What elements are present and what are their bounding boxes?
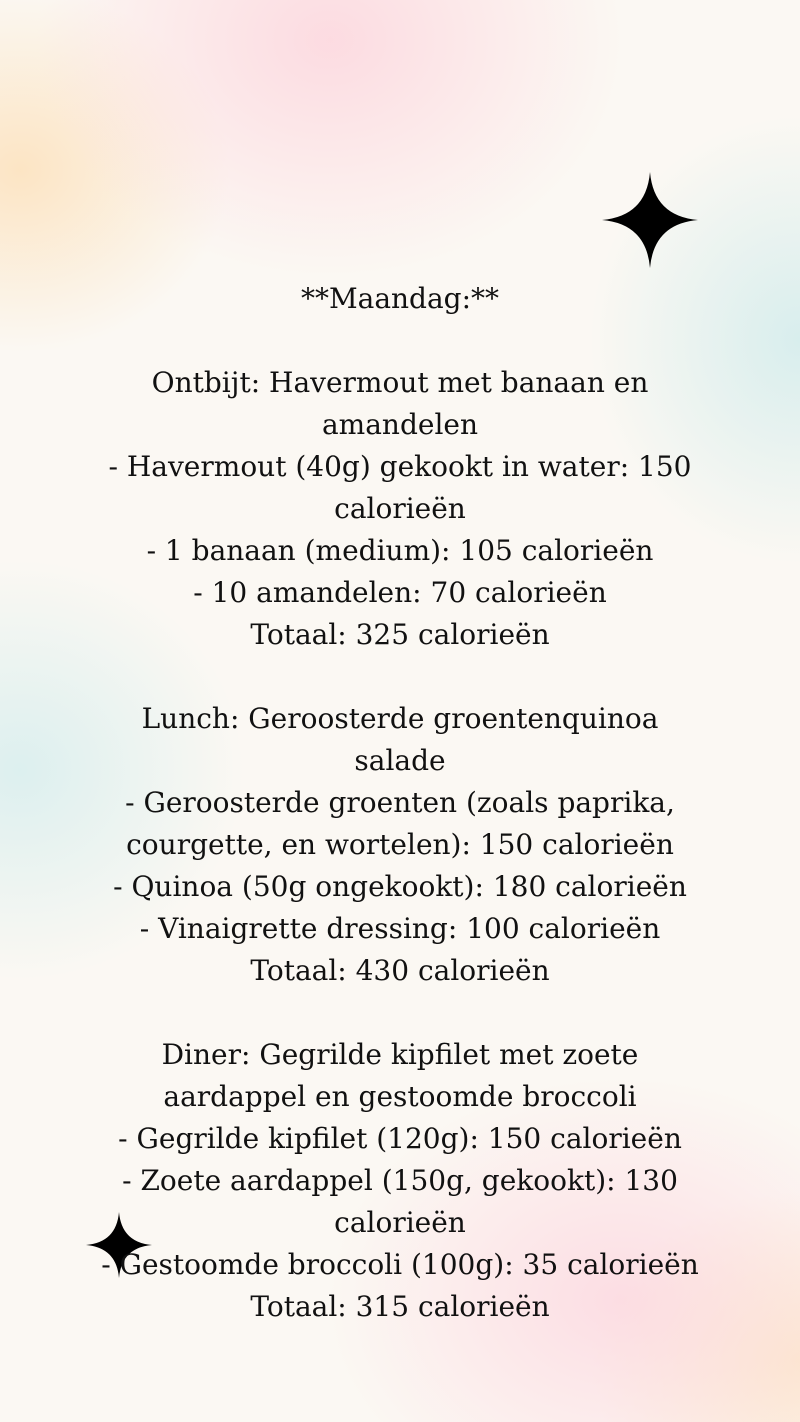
meal-plan-text — [80, 278, 720, 1328]
dinner-heading-cont: aardappel en gestoomde broccoli — [163, 1080, 637, 1113]
breakfast-item: - Havermout (40g) gekookt in water: 150 — [108, 450, 692, 483]
spacer — [80, 320, 720, 362]
dinner-item-cont: calorieën — [334, 1206, 466, 1239]
breakfast-item: - 1 banaan (medium): 105 calorieën — [146, 534, 654, 567]
lunch-item-cont: courgette, en wortelen): 150 calorieën — [126, 828, 674, 861]
lunch-item: - Vinaigrette dressing: 100 calorieën — [139, 912, 661, 945]
dinner-section — [80, 1034, 720, 1328]
lunch-heading: Lunch: Geroosterde groentenquinoa — [141, 702, 659, 735]
four-point-star-icon — [602, 172, 698, 268]
breakfast-section — [80, 362, 720, 656]
dinner-total: Totaal: 315 calorieën — [250, 1290, 550, 1323]
dinner-item: - Gegrilde kipfilet (120g): 150 calorieën — [118, 1122, 682, 1155]
dinner-heading: Diner: Gegrilde kipfilet met zoete — [161, 1038, 639, 1071]
dinner-item: - Gestoomde broccoli (100g): 35 calorieën — [101, 1248, 699, 1281]
breakfast-heading-cont: amandelen — [321, 408, 479, 441]
day-title: **Maandag:** — [300, 282, 500, 315]
breakfast-item: - 10 amandelen: 70 calorieën — [193, 576, 607, 609]
lunch-item: - Geroosterde groenten (zoals paprika, — [125, 786, 675, 819]
breakfast-total: Totaal: 325 calorieën — [250, 618, 550, 651]
dinner-item: - Zoete aardappel (150g, gekookt): 130 — [122, 1164, 678, 1197]
breakfast-item-cont: calorieën — [334, 492, 466, 525]
breakfast-heading: Ontbijt: Havermout met banaan en — [151, 366, 649, 399]
lunch-item: - Quinoa (50g ongekookt): 180 calorieën — [113, 870, 687, 903]
lunch-total: Totaal: 430 calorieën — [250, 954, 550, 987]
spacer — [80, 992, 720, 1034]
lunch-section — [80, 698, 720, 992]
spacer — [80, 656, 720, 698]
lunch-heading-cont: salade — [354, 744, 446, 777]
